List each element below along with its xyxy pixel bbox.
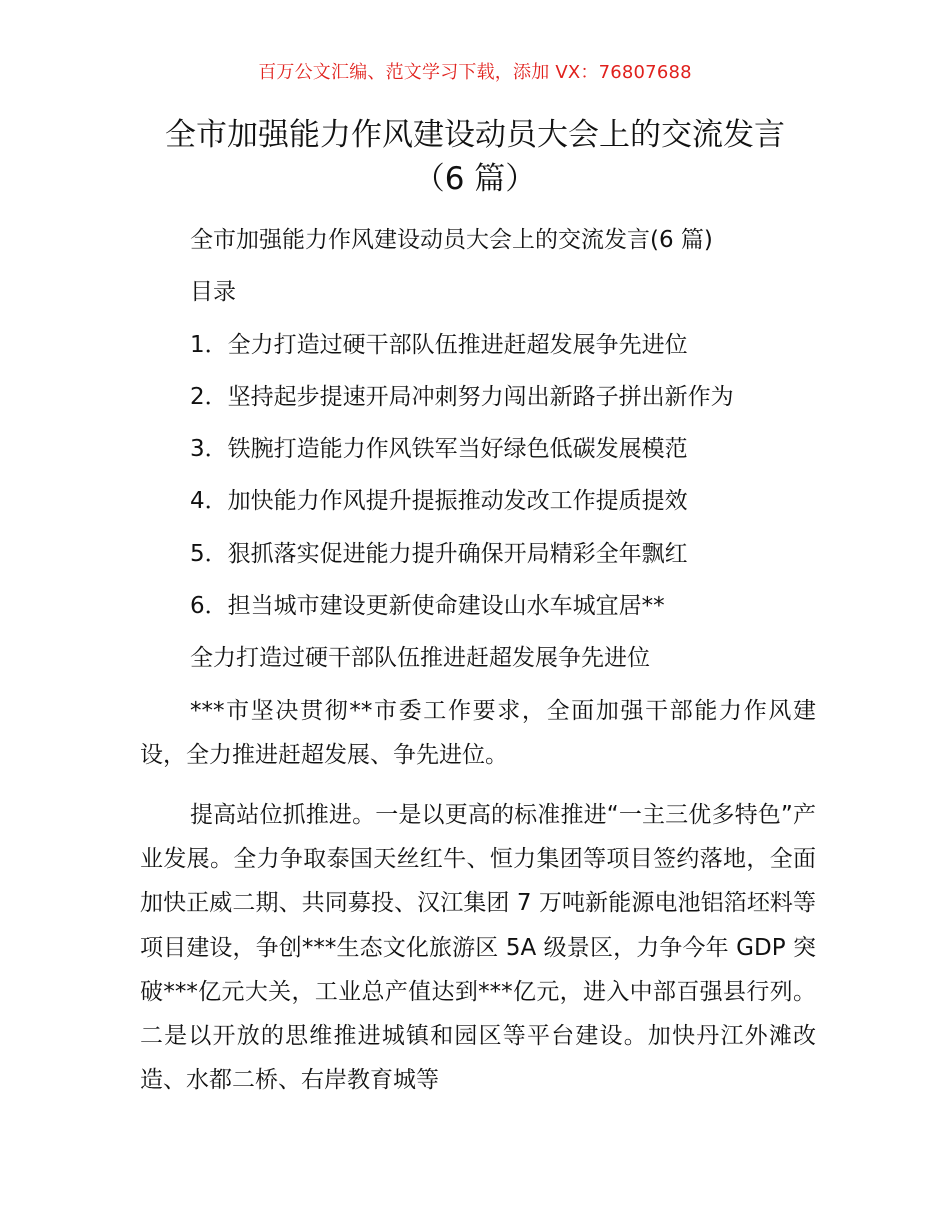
section-title: 全力打造过硬干部队伍推进赶超发展争先进位 — [190, 645, 650, 672]
title-line-2: （6 篇） — [413, 161, 537, 197]
paragraph-2: 提高站位抓推进。一是以更高的标准推进“一主三优多特色”产业发展。全力争取泰国天丝红牛、恒力集团等项目签约落地，全面加快正威二期、共同募投、汉江集团 7 万吨新能源电池铝箔坯料等项目建设，争创***生态文化旅游区 5A 级景区，力争今年 GDP 突破***亿元大关，工业总产值达到***亿元，进入中部百强县行列。二是以开放的思维推进城镇和园区等平台建设。加快丹江外滩改造、水都二桥、右岸教育城等 — [140, 802, 816, 1094]
toc-item-4: 4．加快能力作风提升提振推动发改工作提质提效 — [190, 488, 688, 515]
paragraph-1: ***市坚决贯彻**市委工作要求，全面加强干部能力作风建设，全力推进赶超发展、争先进位。 — [140, 697, 816, 768]
watermark-banner: 百万公文汇编、范文学习下载，添加 VX：76807688 — [258, 62, 692, 83]
toc-item-6: 6．担当城市建设更新使命建设山水车城宜居** — [190, 593, 665, 620]
toc-item-3: 3．铁腕打造能力作风铁军当好绿色低碳发展模范 — [190, 436, 688, 463]
toc-item-5: 5．狠抓落实促进能力提升确保开局精彩全年飘红 — [190, 540, 688, 567]
toc-heading: 目录 — [190, 279, 236, 306]
document-title — [0, 113, 950, 201]
subtitle: 全市加强能力作风建设动员大会上的交流发言(6 篇) — [190, 227, 713, 253]
toc-item-2: 2．坚持起步提速开局冲刺努力闯出新路子拼出新作为 — [190, 383, 734, 410]
document-body — [140, 214, 816, 1103]
title-line-1: 全市加强能力作风建设动员大会上的交流发言 — [165, 117, 785, 153]
toc-item-1: 1．全力打造过硬干部队伍推进赶超发展争先进位 — [190, 331, 688, 358]
